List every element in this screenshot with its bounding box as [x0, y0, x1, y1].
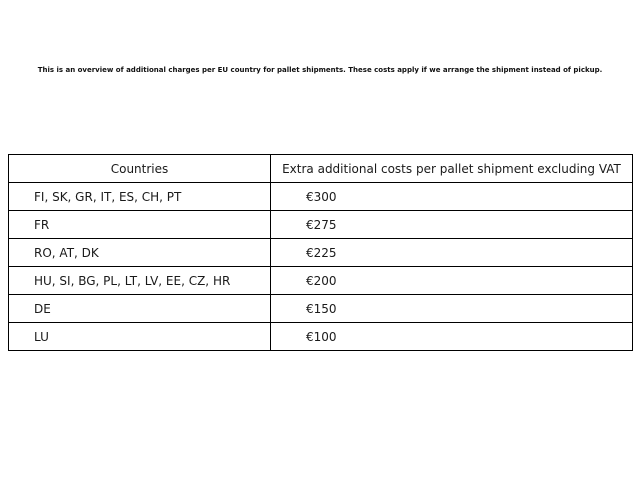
table-row: [9, 267, 633, 295]
row-countries: RO, AT, DK: [9, 239, 271, 267]
row-cost: €150: [271, 295, 633, 323]
table-header-row: [9, 155, 633, 183]
row-countries: LU: [9, 323, 271, 351]
row-countries: DE: [9, 295, 271, 323]
table-row: [9, 323, 633, 351]
header-extra-costs: Extra additional costs per pallet shipment excluding VAT: [271, 155, 633, 183]
table-row: [9, 295, 633, 323]
pallet-charges-table: [8, 154, 633, 351]
row-cost: €225: [271, 239, 633, 267]
header-countries: Countries: [9, 155, 271, 183]
intro-text: This is an overview of additional charges per EU country for pallet shipments. These costs apply if we arrange the shipment instead of pickup.: [37, 66, 603, 74]
table-row: [9, 183, 633, 211]
row-countries: FI, SK, GR, IT, ES, CH, PT: [9, 183, 271, 211]
row-cost: €275: [271, 211, 633, 239]
row-cost: €300: [271, 183, 633, 211]
row-countries: HU, SI, BG, PL, LT, LV, EE, CZ, HR: [9, 267, 271, 295]
row-cost: €200: [271, 267, 633, 295]
table-row: [9, 211, 633, 239]
row-cost: €100: [271, 323, 633, 351]
table-row: [9, 239, 633, 267]
row-countries: FR: [9, 211, 271, 239]
